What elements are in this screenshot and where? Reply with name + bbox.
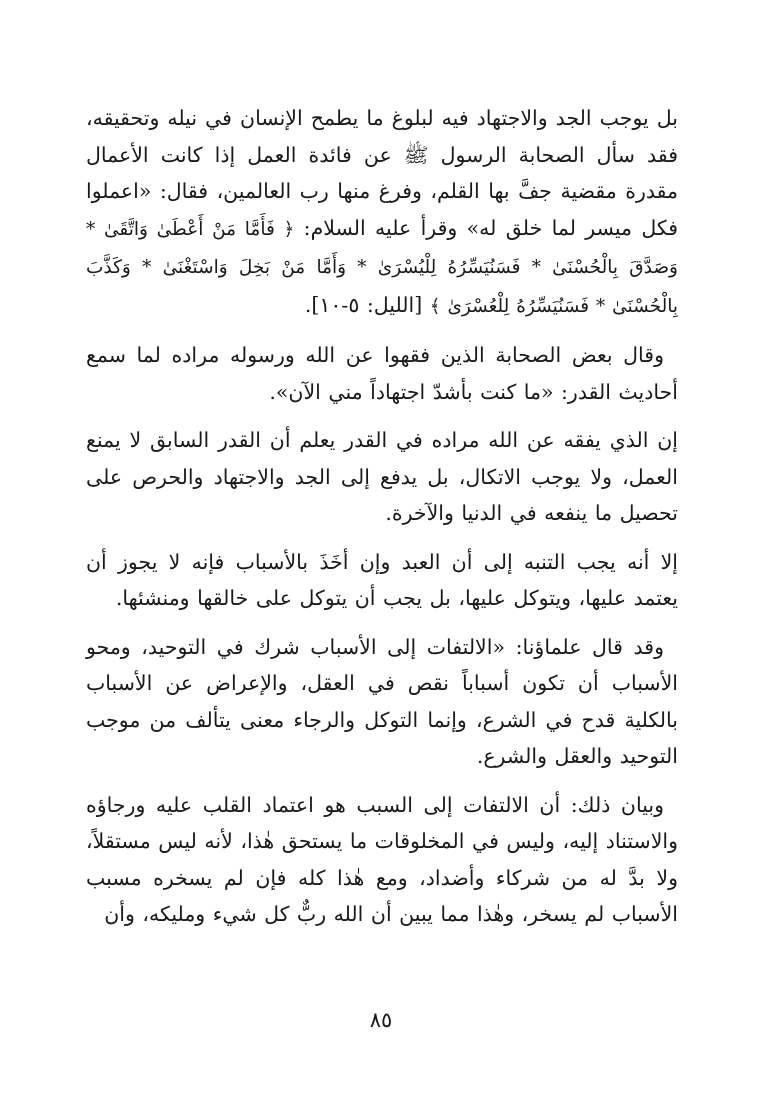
- quran-verse: ﴿ فَأَمَّا مَنْ أَعْطَىٰ وَاتَّقَىٰ * وَصَدَّقَ بِالْحُسْنَىٰ * فَسَنُيَسِّرُهُ لِلْيُسْرَىٰ * وَأَمَّا مَنْ بَخِلَ وَاسْتَغْنَىٰ * وَكَذَّبَ بِالْحُسْنَىٰ * فَسَنُيَسِّرُهُ لِلْعُسْرَىٰ ﴾: [86, 218, 678, 317]
- paragraph-4: إلا أنه يجب التنبه إلى أن العبد وإن أخَذَ بالأسباب فإنه لا يجوز أن يعتمد عليها، ويتوكل عليها، بل يجب أن يتوكل على خالقها ومنشئها.: [86, 549, 678, 610]
- paragraph-1-text: بل يوجب الجد والاجتهاد فيه لبلوغ ما يطمح الإنسان في نيله وتحقيقه، فقد سأل الصحابة الرسول ﷺ عن فائدة العمل إذا كانت الأعمال مقدرة مقضية جفَّ بها القلم، وفرغ منها رب العالمين، فقال: «اعملوا فكل ميسر لما خلق له» وقرأ عليه السلام:: [86, 106, 678, 240]
- paragraph-2: وقال بعض الصحابة الذين فقهوا عن الله ورسوله مراده لما سمع أحاديث القدر: «ما كنت بأشدّ اجتهاداً مني الآن».: [86, 343, 678, 404]
- paragraph-3: إن الذي يفقه عن الله مراده في القدر يعلم أن القدر السابق لا يمنع العمل، ولا يوجب الاتكال، بل يدفع إلى الجد والاجتهاد والحرص على تحصيل ما ينفعه في الدنيا والآخرة.: [86, 428, 678, 525]
- paragraph-6: وبيان ذلك: أن الالتفات إلى السبب هو اعتماد القلب عليه ورجاؤه والاستناد إليه، وليس في المخلوقات ما يستحق هٰذا، لأنه ليس مستقلاً، ولا بدَّ له من شركاء وأضداد، ومع هٰذا كله فإن لم يسخره مسبب الأسباب لم يسخر، وهٰذا مما يبين أن الله ربٌّ كل شيء ومليكه، وأن: [86, 792, 678, 926]
- page-body: [86, 100, 678, 945]
- paragraph-1: [86, 100, 678, 325]
- verse-reference: [الليل: ٥-١٠].: [304, 292, 430, 317]
- paragraph-5: وقد قال علماؤنا: «الالتفات إلى الأسباب شرك في التوحيد، ومحو الأسباب أن تكون أسباباً نقص في العقل، والإعراض عن الأسباب بالكلية قدح في الشرع، وإنما التوكل والرجاء معنى يتألف من موجب التوحيد والعقل والشرع.: [86, 634, 678, 768]
- page-number: ٨٥: [369, 1008, 393, 1032]
